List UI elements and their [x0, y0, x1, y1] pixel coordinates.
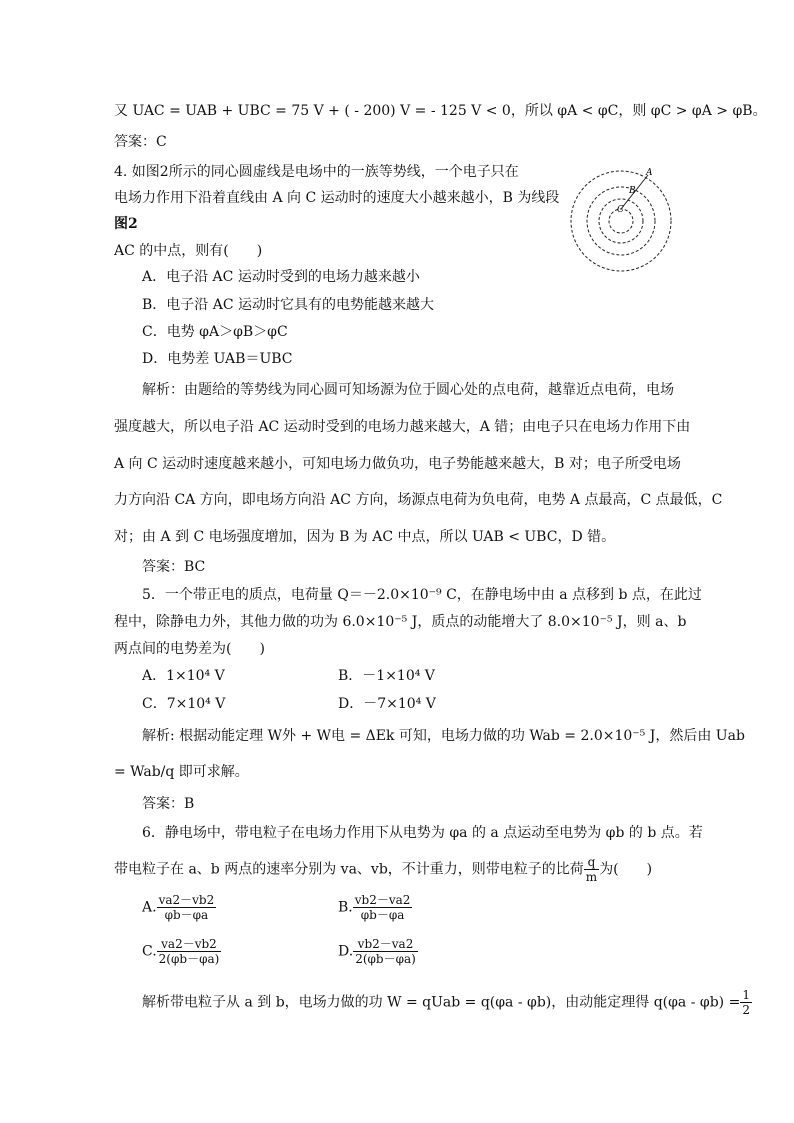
question-4-line-3: AC 的中点，则有( ): [114, 243, 263, 259]
option-6d-label: D.: [338, 943, 354, 960]
explanation-6-line-1: [142, 988, 752, 1017]
option-6d-den: 2(φb－φa): [355, 952, 416, 966]
solution-line: 又 UAC = UAB + UBC = 75 V + ( - 200) V = - 125 V < 0，所以 φA < φC，则 φC > φA > φB。: [114, 103, 767, 119]
equipotential-circle-outer: [571, 171, 671, 271]
half-num: 1: [742, 988, 750, 1002]
option-6c-num: va2－vb2: [157, 937, 222, 952]
answer-3: 答案：C: [114, 134, 167, 150]
option-6b-den: φb－φa: [360, 908, 405, 922]
half-den: 2: [742, 1003, 750, 1017]
one-half-fraction: [740, 988, 752, 1017]
question-4-line-1: 4. 如图2所示的同心圆虚线是电场中的一族等势线，一个电子只在: [114, 164, 519, 180]
option-5b: B．－1×10⁴ V: [338, 668, 435, 684]
option-6a: [142, 893, 216, 922]
frac-den: m: [585, 870, 598, 884]
option-6b-num: vb2－va2: [354, 893, 411, 907]
explanation-4-line-4: 力方向沿 CA 方向，即电场方向沿 AC 方向，场源点电荷为负电荷，电势 A 点最高，C 点最低，C: [114, 492, 723, 508]
explanation-4-line-1: 解析：由题给的等势线为同心圆可知场源为位于圆心处的点电荷，越靠近点电荷，电场: [142, 382, 674, 398]
frac-num: q: [584, 855, 599, 870]
option-6b: [338, 893, 412, 922]
option-4a: A．电子沿 AC 运动时受到的电场力越来越小: [142, 269, 420, 285]
question-6-line-2: [114, 855, 652, 884]
option-6b-fraction: [353, 893, 413, 922]
option-6c: [142, 937, 221, 966]
option-6d-num: vb2－va2: [353, 937, 418, 952]
question-6-text-a: 带电粒子在 a、b 两点的速率分别为 va、vb，不计重力，则带电粒子的比荷: [114, 861, 584, 878]
option-4b: B．电子沿 AC 运动时它具有的电势能越来越大: [142, 297, 435, 313]
option-4d: D．电势差 UAB＝UBC: [142, 351, 293, 367]
option-5a: A．1×10⁴ V: [142, 668, 225, 684]
charge-mass-ratio: [584, 855, 599, 884]
option-5c: C．7×10⁴ V: [142, 696, 226, 712]
option-6a-den: φb－φa: [164, 908, 209, 922]
answer-5: 答案：B: [142, 796, 195, 812]
concentric-circles-diagram: [566, 165, 692, 275]
explanation-4-line-2: 强度越大，所以电子沿 AC 运动时受到的电场力越来越大，A 错；由电子只在电场力作用下由: [114, 419, 691, 435]
point-c-label: C: [617, 205, 624, 215]
explanation-5-line-1: 解析: 根据动能定理 W外 + W电 = ΔEk 可知，电场力做的功 Wab = 2.0×10⁻⁵ J，然后由 Uab: [142, 728, 745, 744]
option-6c-label: C.: [142, 943, 157, 960]
option-6c-fraction: [157, 937, 222, 966]
figure-caption: 图2: [114, 216, 138, 232]
point-a-label: A: [646, 168, 653, 178]
option-6a-fraction: [157, 893, 217, 922]
equipotential-figure: [566, 165, 692, 275]
option-6d-fraction: [353, 937, 418, 966]
option-6c-den: 2(φb－φa): [158, 952, 220, 966]
question-6-text-b: 为( ): [599, 861, 653, 878]
option-6d: [338, 937, 418, 966]
explanation-4-line-3: A 向 C 运动时速度越来越小，可知电场力做负功，电子势能越来越大，B 对；电子所受电场: [114, 456, 681, 472]
explanation-5-line-2: = Wab/q 即可求解。: [114, 764, 249, 780]
explanation-6-text: 解析带电粒子从 a 到 b，电场力做的功 W = qUab = q(φa - φb)，由动能定理得 q(φa - φb) =: [142, 994, 741, 1011]
question-5-line-3: 两点间的电势差为( ): [114, 641, 265, 657]
question-4-line-2: 电场力作用下沿着直线由 A 向 C 运动时的速度大小越来越小，B 为线段: [114, 190, 560, 206]
question-6-line-1: 6．静电场中，带电粒子在电场力作用下从电势为 φa 的 a 点运动至电势为 φb 的 b 点。若: [142, 825, 703, 841]
answer-4: 答案：BC: [142, 559, 206, 575]
equipotential-circle-2: [587, 187, 655, 255]
question-5-line-1: 5．一个带正电的质点，电荷量 Q＝－2.0×10⁻⁹ C，在静电场中由 a 点移到 b 点，在此过: [142, 587, 702, 603]
option-4c: C．电势 φA＞φB＞φC: [142, 324, 288, 340]
option-6b-label: B.: [338, 899, 353, 916]
option-5d: D．－7×10⁴ V: [338, 696, 436, 712]
question-5-line-2: 程中，除静电力外，其他力做的功为 6.0×10⁻⁵ J，质点的动能增大了 8.0×10⁻⁵ J，则 a、b: [114, 614, 687, 630]
option-6a-label: A.: [142, 899, 157, 916]
explanation-4-line-5: 对；由 A 到 C 电场强度增加，因为 B 为 AC 中点，所以 UAB < UBC，D 错。: [114, 529, 616, 545]
point-b-label: B: [629, 186, 636, 196]
option-6a-num: va2－vb2: [158, 893, 215, 907]
